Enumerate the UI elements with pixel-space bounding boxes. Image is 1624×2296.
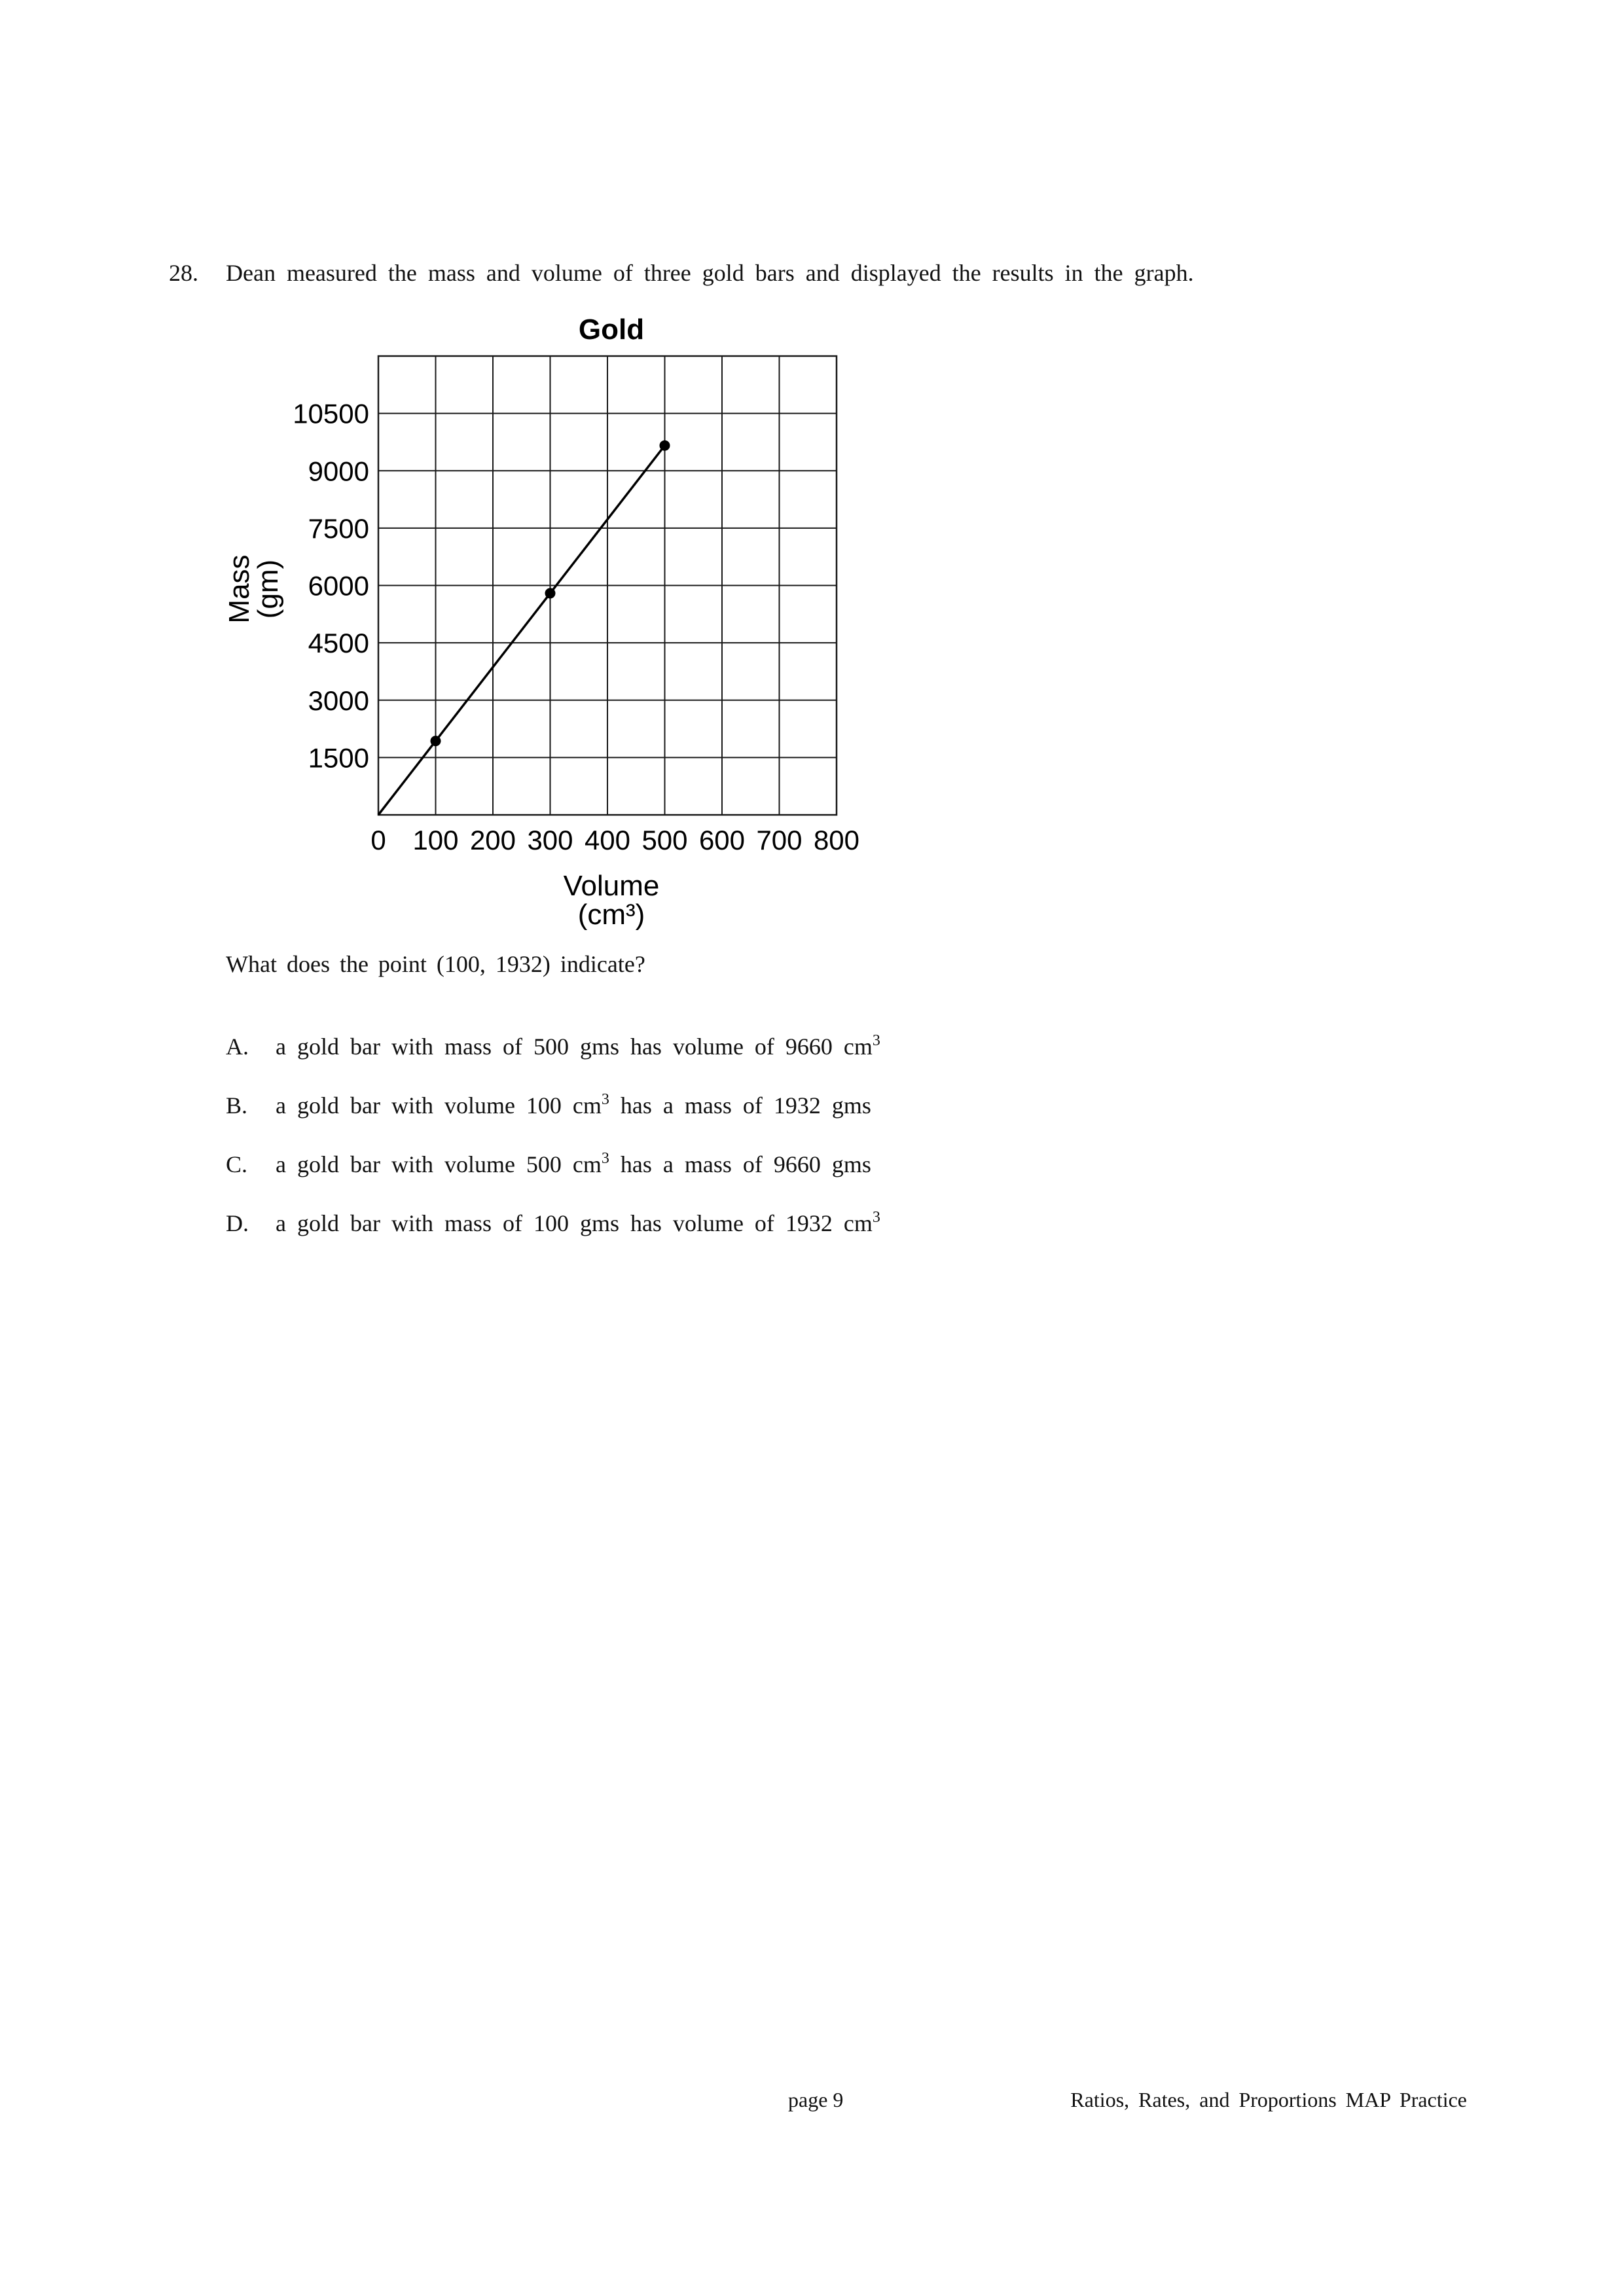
- chart-data-layer: [378, 440, 670, 815]
- x-origin-label: 0: [370, 825, 386, 855]
- data-point: [431, 736, 441, 746]
- answer-option-d[interactable]: [226, 1210, 880, 1237]
- answer-option-a[interactable]: [226, 1033, 880, 1060]
- x-tick-label: 300: [527, 825, 573, 855]
- y-axis-unit: (gm): [252, 559, 284, 619]
- y-tick-label: 9000: [308, 456, 369, 487]
- y-tick-label: 7500: [308, 512, 369, 544]
- data-line: [378, 446, 665, 815]
- option-letter: B.: [226, 1092, 248, 1119]
- gold-chart: [0, 0, 1624, 949]
- y-tick-label: 3000: [308, 685, 369, 716]
- y-tick-label: 10500: [293, 398, 369, 429]
- option-letter: C.: [226, 1151, 248, 1177]
- option-text-end: has a mass of 1932 gms: [609, 1092, 871, 1119]
- x-tick-label: 700: [756, 825, 803, 855]
- footer-title: Ratios, Rates, and Proportions MAP Practice: [1070, 2088, 1467, 2111]
- x-axis-title: Volume: [563, 870, 660, 902]
- option-letter: A.: [226, 1033, 249, 1060]
- x-axis-unit: (cm³): [577, 899, 645, 931]
- answer-option-b[interactable]: [226, 1092, 871, 1119]
- answer-option-c[interactable]: [226, 1151, 871, 1178]
- y-tick-label: 6000: [308, 570, 369, 601]
- data-point: [545, 588, 556, 598]
- option-text: a gold bar with mass of 100 gms has volume of 1932 cm: [276, 1210, 873, 1236]
- x-tick-label: 200: [469, 825, 516, 855]
- option-text-end: has a mass of 9660 gms: [609, 1151, 871, 1177]
- option-superscript: 3: [872, 1032, 880, 1049]
- chart-title: Gold: [578, 314, 645, 346]
- question-text: Dean measured the mass and volume of three gold bars and displayed the results in the graph.: [226, 260, 1194, 286]
- x-tick-label: 100: [412, 825, 459, 855]
- option-text: a gold bar with mass of 500 gms has volume of 9660 cm: [276, 1033, 873, 1060]
- option-superscript: 3: [601, 1150, 609, 1167]
- y-axis-ticks: [293, 399, 369, 774]
- question-prompt: What does the point (100, 1932) indicate?: [226, 951, 645, 977]
- data-point: [660, 440, 670, 451]
- y-axis-title: Mass: [223, 554, 255, 624]
- footer-page-number: page 9: [788, 2088, 844, 2111]
- x-tick-label: 500: [641, 825, 688, 855]
- option-text: a gold bar with volume 100 cm: [276, 1092, 602, 1119]
- option-letter: D.: [226, 1210, 249, 1236]
- option-superscript: 3: [872, 1209, 880, 1226]
- y-tick-label: 1500: [308, 742, 369, 774]
- option-superscript: 3: [601, 1091, 609, 1108]
- option-text: a gold bar with volume 500 cm: [276, 1151, 602, 1177]
- x-tick-label: 800: [813, 825, 860, 855]
- y-axis-label: [223, 554, 284, 623]
- x-tick-label: 400: [584, 825, 631, 855]
- x-tick-label: 600: [698, 825, 746, 855]
- question-number: 28.: [169, 260, 198, 286]
- y-tick-label: 4500: [308, 628, 369, 659]
- chart-grid: [378, 356, 837, 815]
- x-axis-ticks: [370, 825, 859, 855]
